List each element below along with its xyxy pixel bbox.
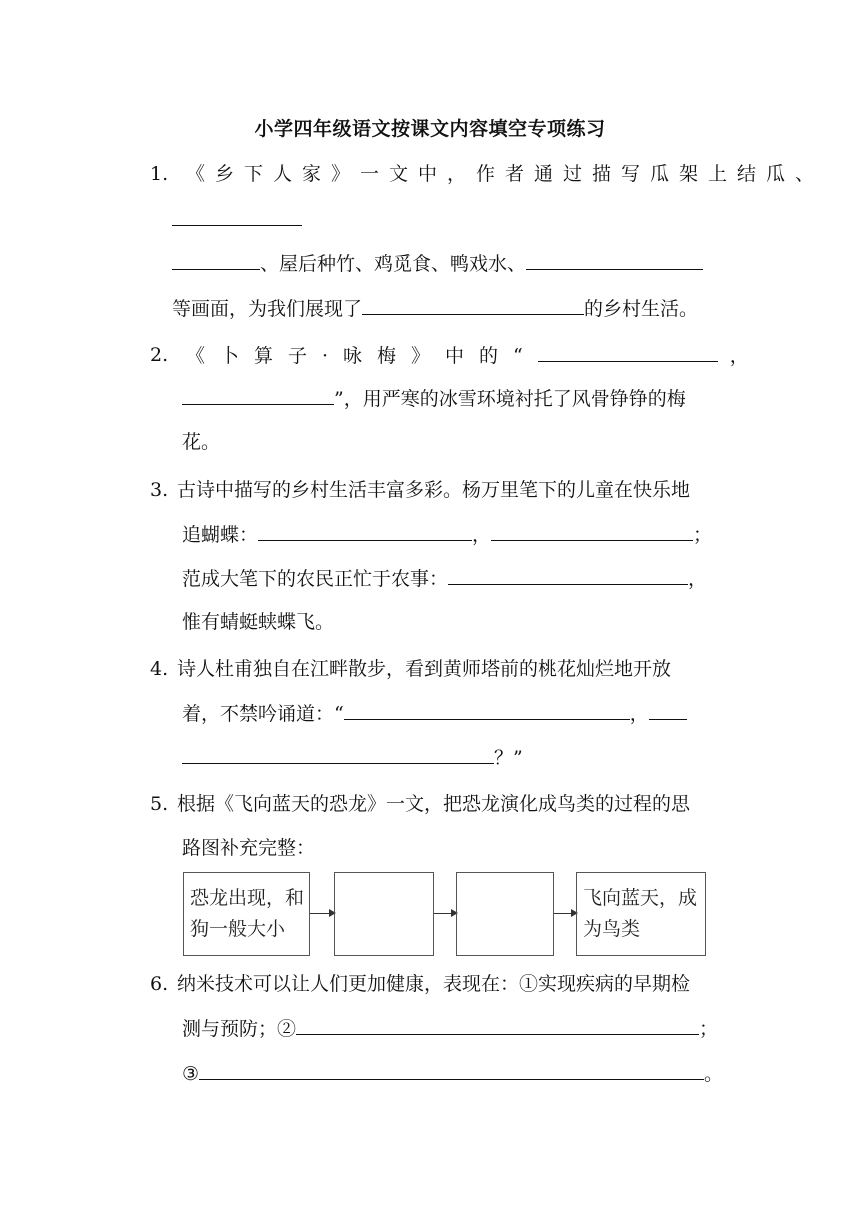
answer-blank[interactable] bbox=[182, 386, 334, 405]
flow-arrow bbox=[434, 913, 456, 914]
question-text: 着，不禁吟诵道：“ bbox=[182, 703, 344, 725]
question-text: 、屋后种竹、鸡觅食、鸭戏水、 bbox=[260, 253, 527, 275]
flow-arrow bbox=[310, 913, 334, 914]
question-text: 《乡下人家》一文中，作者通过描写瓜架上结瓜、 bbox=[186, 163, 825, 185]
question-number: 6. bbox=[150, 973, 169, 995]
question-text: 路图补充完整： bbox=[182, 837, 316, 859]
question-text: 追蝴蝶： bbox=[182, 524, 259, 546]
flow-step-end: 飞向蓝天，成 为鸟类 bbox=[576, 872, 706, 956]
question-text: 范成大笔下的农民正忙于农事： bbox=[182, 568, 449, 590]
flow-arrow bbox=[554, 913, 576, 914]
question-text: ， bbox=[472, 524, 492, 546]
answer-blank[interactable] bbox=[172, 207, 302, 226]
answer-blank[interactable] bbox=[172, 251, 260, 270]
question-number: 4. bbox=[150, 658, 169, 680]
answer-blank[interactable] bbox=[362, 296, 584, 315]
flow-step-blank[interactable] bbox=[456, 872, 554, 956]
answer-blank[interactable] bbox=[258, 522, 472, 541]
answer-blank[interactable] bbox=[182, 745, 494, 764]
flow-diagram bbox=[183, 872, 708, 958]
answer-blank[interactable] bbox=[649, 701, 687, 720]
question-text: 古诗中描写的乡村生活丰富多彩。杨万里笔下的儿童在快乐地 bbox=[177, 479, 691, 501]
question-text: 花。 bbox=[182, 431, 221, 453]
answer-blank[interactable] bbox=[199, 1061, 704, 1080]
question-text: 。 bbox=[704, 1063, 724, 1085]
answer-blank[interactable] bbox=[296, 1016, 699, 1035]
flow-step-start: 恐龙出现，和 狗一般大小 bbox=[183, 872, 310, 956]
page-title: 小学四年级语文按课文内容填空专项练习 bbox=[254, 118, 606, 140]
answer-blank[interactable] bbox=[491, 522, 693, 541]
answer-blank[interactable] bbox=[344, 701, 630, 720]
question-number: 1. bbox=[150, 163, 169, 185]
question-text: ； bbox=[699, 1018, 719, 1040]
question-number: 2. bbox=[150, 344, 169, 366]
question-text: 根据《飞向蓝天的恐龙》一文，把恐龙演化成鸟类的过程的思 bbox=[177, 793, 691, 815]
answer-blank[interactable] bbox=[538, 343, 718, 362]
question-text: 的乡村生活。 bbox=[584, 298, 699, 320]
answer-blank[interactable] bbox=[448, 566, 688, 585]
question-text: 等画面，为我们展现了 bbox=[172, 298, 363, 320]
question-text: ③ bbox=[182, 1063, 200, 1085]
question-text: ， bbox=[629, 703, 649, 725]
question-text: ”，用严寒的冰雪环境衬托了风骨铮铮的梅 bbox=[334, 388, 686, 410]
question-text: 纳米技术可以让人们更加健康，表现在：①实现疾病的早期检 bbox=[177, 973, 691, 995]
question-text: ； bbox=[693, 524, 713, 546]
question-text: 测与预防；② bbox=[182, 1018, 297, 1040]
question-text: ？” bbox=[494, 747, 523, 769]
question-text: 《卜算子·咏梅》中的“ bbox=[186, 345, 538, 367]
question-text: ， bbox=[729, 345, 749, 367]
question-text: ， bbox=[688, 568, 708, 590]
question-number: 3. bbox=[150, 479, 169, 501]
answer-blank[interactable] bbox=[526, 251, 703, 270]
question-text: 惟有蜻蜓蛱蝶飞。 bbox=[182, 611, 335, 633]
question-text: 诗人杜甫独自在江畔散步，看到黄师塔前的桃花灿烂地开放 bbox=[177, 658, 672, 680]
question-number: 5. bbox=[150, 793, 169, 815]
flow-step-blank[interactable] bbox=[334, 872, 434, 956]
